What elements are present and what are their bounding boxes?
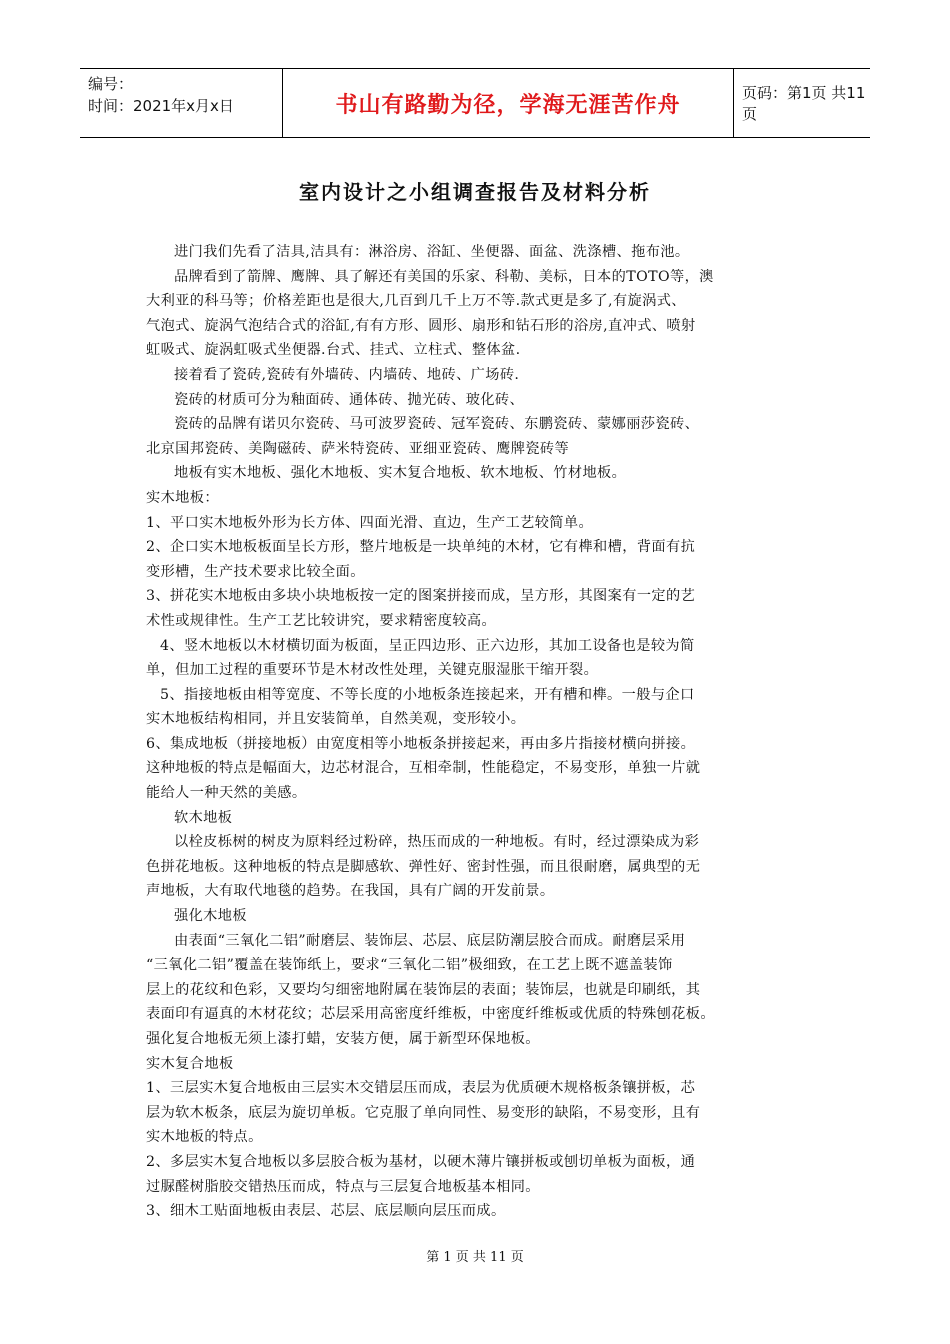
paragraph-line: 1、三层实木复合地板由三层实木交错层压而成，表层为优质硬木规格板条镶拼板，芯 [146,1080,696,1097]
time-label: 时间：2021年x月x日 [88,97,234,115]
page-header [80,68,870,138]
paragraph-line: 2、企口实木地板板面呈长方形，整片地板是一块单纯的木材，它有榫和槽，背面有抗 [146,539,696,556]
paragraph-line: 地板有实木地板、强化木地板、实木复合地板、软木地板、竹材地板。 [174,465,627,482]
paragraph-line: 北京国邦瓷砖、美陶磁砖、萨米特瓷砖、亚细亚瓷砖、鹰牌瓷砖等 [146,440,570,457]
paragraph-line: 术性或规律性。生产工艺比较讲究，要求精密度较高。 [146,612,497,629]
paragraph-line: 表面印有逼真的木材花纹；芯层采用高密度纤维板，中密度纤维板或优质的特殊刨花板。 [146,1006,715,1023]
document-title: 室内设计之小组调查报告及材料分析 [299,180,651,204]
paragraph-line: 气泡式、旋涡气泡结合式的浴缸,有有方形、圆形、扇形和钻石形的浴房,直冲式、喷射 [146,317,696,334]
header-page-label: 页码：第1页 共11页 [742,84,866,123]
document-body [146,240,806,1224]
paragraph-line: 虹吸式、旋涡虹吸式坐便器.台式、挂式、立柱式、整体盆. [146,342,521,359]
paragraph-line: 强化复合地板无须上漆打蜡，安装方便，属于新型环保地板。 [146,1031,540,1047]
header-meta [88,73,278,117]
paragraph-line: 层上的花纹和色彩，又要均匀细密地附属在装饰层的表面；装饰层，也就是印刷纸，其 [146,981,701,998]
paragraph-line: 进门我们先看了洁具,洁具有：淋浴房、浴缸、坐便器、面盆、洗涤槽、拖布池。 [174,244,690,260]
paragraph-line: 3、细木工贴面地板由表层、芯层、底层顺向层压而成。 [146,1203,506,1220]
paragraph-line: 瓷砖的材质可分为釉面砖、通体砖、抛光砖、玻化砖、 [174,391,525,408]
section-heading: 实木地板： [146,489,219,506]
paragraph-line: 实木地板的特点。 [146,1129,263,1146]
paragraph-line: 4、竖木地板以木材横切面为板面，呈正四边形、正六边形，其加工设备也是较为简 [160,637,695,654]
paragraph-line: 1、平口实木地板外形为长方体、四面光滑、直边，生产工艺较简单。 [146,514,594,531]
paragraph-line: 接着看了瓷砖,瓷砖有外墙砖、内墙砖、地砖、广场砖. [174,366,520,383]
paragraph-line: 以栓皮栎树的树皮为原料经过粉碎，热压而成的一种地板。有时，经过漂染成为彩 [174,834,700,851]
page-footer: 第 1 页 共 11 页 [426,1250,524,1265]
code-label: 编号： [88,75,134,93]
header-slogan: 书山有路勤为径，学海无涯苦作舟 [282,69,734,137]
paragraph-line: 品牌看到了箭牌、鹰牌、具了解还有美国的乐家、科勒、美标，日本的TOTO等，澳 [174,268,714,285]
paragraph-line: 声地板，大有取代地毯的趋势。在我国，具有广阔的开发前景。 [146,883,555,900]
paragraph-line: 瓷砖的品牌有诺贝尔瓷砖、马可波罗瓷砖、冠军瓷砖、东鹏瓷砖、蒙娜丽莎瓷砖、 [174,416,700,433]
paragraph-line: 2、多层实木复合地板以多层胶合板为基材，以硬木薄片镶拼板或刨切单板为面板，通 [146,1153,696,1170]
paragraph-line: 实木地板结构相同，并且安装简单，自然美观，变形较小。 [146,711,526,728]
paragraph-line: 大利亚的科马等；价格差距也是很大,几百到几千上万不等.款式更是多了,有旋涡式、 [146,293,686,310]
paragraph-line: 层为软木板条，底层为旋切单板。它克服了单向同性、易变形的缺陷，不易变形，且有 [146,1104,701,1121]
paragraph-line: 色拼花地板。这种地板的特点是脚感软、弹性好、密封性强，而且很耐磨，属典型的无 [146,858,701,875]
paragraph-line: 由表面“三氧化二铝”耐磨层、装饰层、芯层、底层防潮层胶合而成。耐磨层采用 [174,932,686,949]
paragraph-line: 6、集成地板（拼接地板）由宽度相等小地板条拼接起来，再由多片指接材横向拼接。 [146,735,696,752]
paragraph-line: 3、拼花实木地板由多块小块地板按一定的图案拼接而成，呈方形，其图案有一定的艺 [146,588,696,605]
paragraph-line: 单，但加工过程的重要环节是木材改性处理，关键克服湿胀干缩开裂。 [146,662,599,679]
section-heading: 实木复合地板 [146,1055,234,1072]
section-heading: 软木地板 [174,809,233,826]
paragraph-line: 变形槽，生产技术要求比较全面。 [146,563,365,580]
paragraph-line: 这种地板的特点是幅面大，边芯材混合，互相牵制，性能稳定，不易变形，单独一片就 [146,760,701,777]
paragraph-line: 5、指接地板由相等宽度、不等长度的小地板条连接起来，开有槽和榫。一般与企口 [160,686,695,703]
paragraph-line: 过脲醛树脂胶交错热压而成，特点与三层复合地板基本相同。 [146,1178,540,1195]
section-heading: 强化木地板 [174,908,247,925]
paragraph-line: “三氧化二铝”覆盖在装饰纸上，要求“三氧化二铝”极细致，在工艺上既不遮盖装饰 [146,957,673,974]
paragraph-line: 能给人一种天然的美感。 [146,785,307,802]
